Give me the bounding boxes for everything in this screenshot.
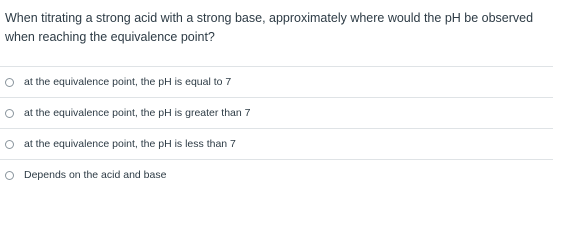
radio-button[interactable] xyxy=(5,171,14,180)
answer-option-1[interactable] xyxy=(0,66,553,97)
radio-button[interactable] xyxy=(5,140,14,149)
question-text: When titrating a strong acid with a strong base, approximately where would the pH be observed when reaching the equivalence point? xyxy=(5,11,534,44)
answer-label: at the equivalence point, the pH is less than 7 xyxy=(24,138,236,150)
radio-button[interactable] xyxy=(5,109,14,118)
answer-list xyxy=(0,66,553,190)
answer-option-4[interactable] xyxy=(0,159,553,190)
answer-label: at the equivalence point, the pH is greater than 7 xyxy=(24,107,251,119)
answer-option-2[interactable] xyxy=(0,97,553,128)
answer-option-3[interactable] xyxy=(0,128,553,159)
answer-label: Depends on the acid and base xyxy=(24,169,167,181)
answer-label: at the equivalence point, the pH is equal to 7 xyxy=(24,76,232,88)
radio-button[interactable] xyxy=(5,78,14,87)
